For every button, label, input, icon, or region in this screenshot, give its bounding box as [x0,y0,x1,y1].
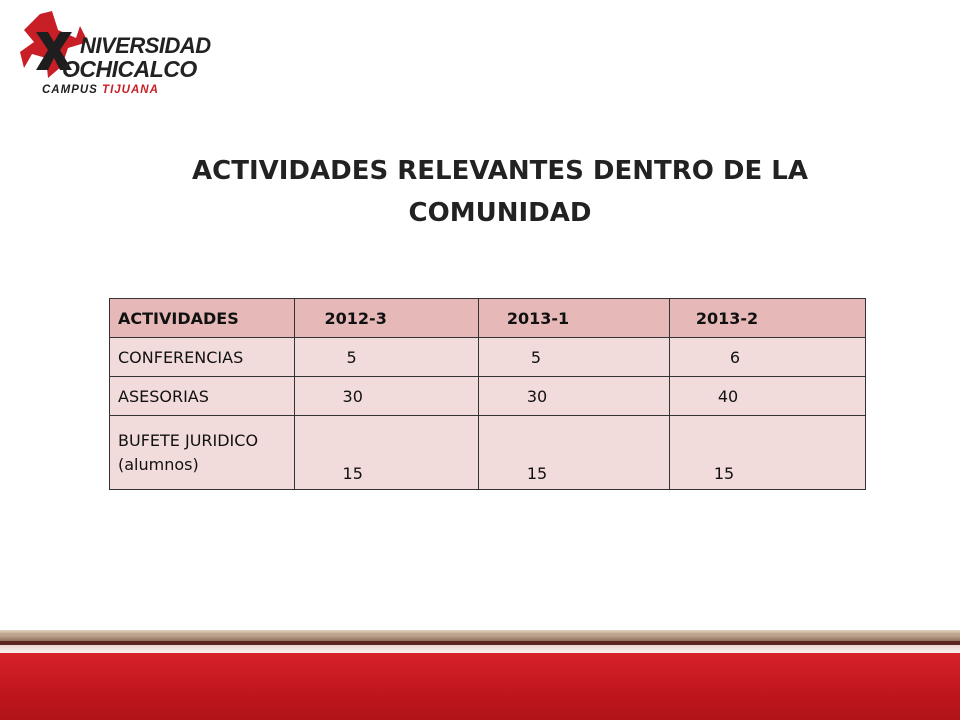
footer-band [0,630,960,720]
slide-title [120,150,880,234]
logo-campus [42,84,159,96]
activities-table [109,298,866,490]
campus-prefix: CAMPUS [42,84,98,96]
table-row [110,338,866,377]
header-2012-3: 2012-3 [294,299,478,338]
activity-cell [110,416,295,490]
header-2013-2: 2013-2 [669,299,865,338]
campus-name: TIJUANA [102,84,159,96]
activity-label-line-1: BUFETE JURIDICO [118,430,259,450]
table-header-row [110,299,866,338]
activity-cell: CONFERENCIAS [110,338,295,377]
value-cell: 40 [669,377,865,416]
slide-title-line-2: COMUNIDAD [408,198,592,228]
footer-stripe [0,645,960,653]
value-cell: 15 [669,416,865,490]
value-cell: 5 [478,338,669,377]
table-row [110,377,866,416]
value-cell: 6 [669,338,865,377]
slide-title-line-1: ACTIVIDADES RELEVANTES DENTRO DE LA [192,156,808,186]
value-cell: 30 [478,377,669,416]
footer-red-bar [0,653,960,720]
value-cell: 15 [478,416,669,490]
value-cell: 30 [294,377,478,416]
university-logo [18,8,238,108]
header-activities: ACTIVIDADES [110,299,295,338]
value-cell: 15 [294,416,478,490]
activity-label-line-2: (alumnos) [118,454,199,474]
logo-line-1: NIVERSIDAD [80,33,211,58]
header-2013-1: 2013-1 [478,299,669,338]
logo-line-2: OCHICALCO [62,56,197,82]
activity-cell: ASESORIAS [110,377,295,416]
table-row [110,416,866,490]
value-cell: 5 [294,338,478,377]
